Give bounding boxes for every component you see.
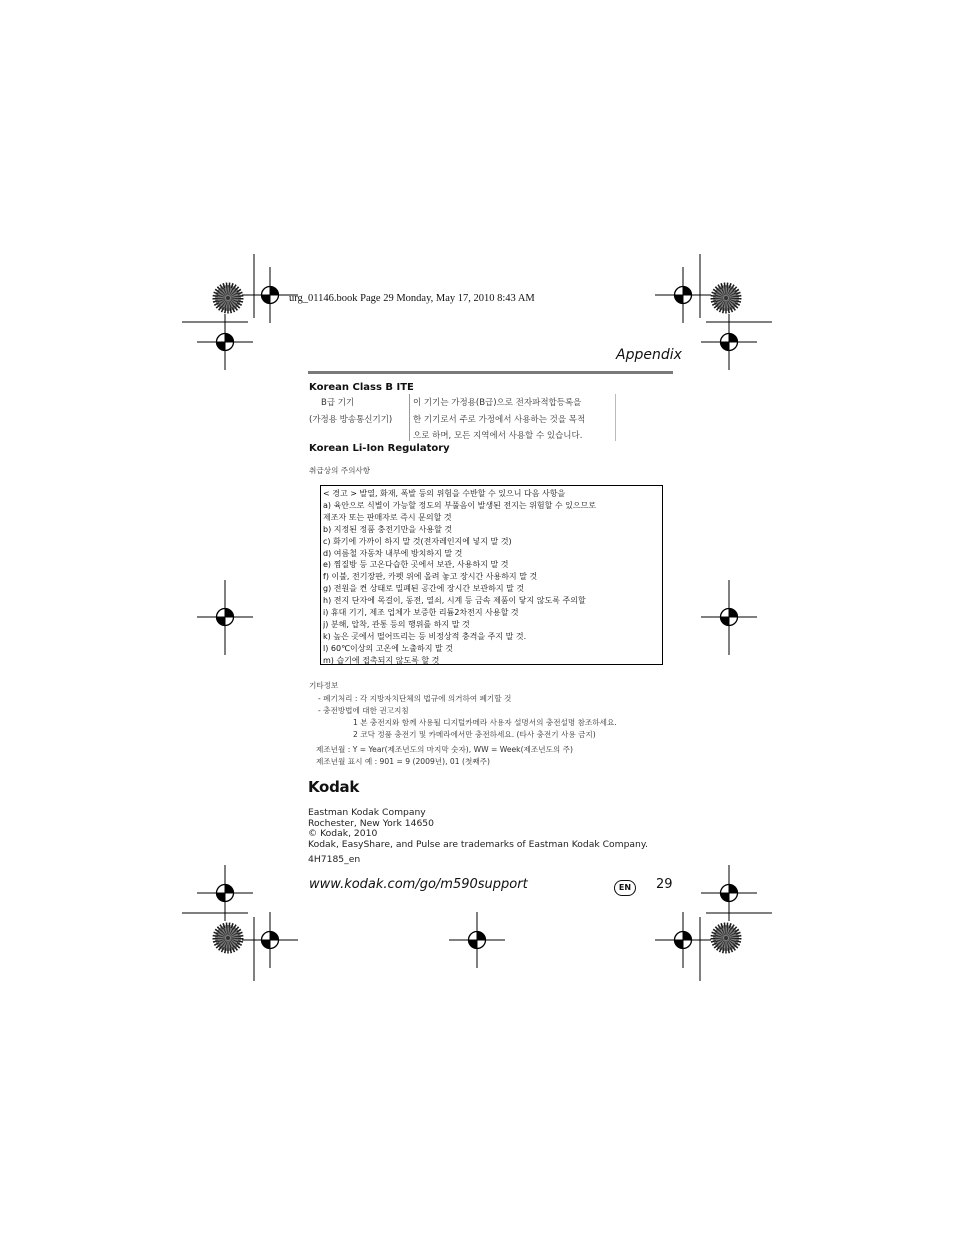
address-line: Kodak, EasyShare, and Pulse are trademarks of Eastman Kodak Company. — [308, 839, 648, 851]
address-line: © Kodak, 2010 — [308, 828, 378, 840]
kodak-logo: Kodak — [308, 778, 360, 796]
address-line: Rochester, New York 14650 — [308, 817, 434, 829]
warning-line: i) 휴대 기기, 제조 업체가 보증한 리튬2차전지 사용할 것 — [323, 608, 519, 618]
handling-caption: 취급상의 주의사항 — [309, 466, 371, 475]
company-address — [308, 808, 648, 851]
table-divider — [409, 394, 410, 441]
warning-line: h) 전지 단자에 목걸이, 동전, 열쇠, 시계 등 금속 제품이 닿지 않도록 주의할 — [323, 596, 586, 606]
language-badge: EN — [614, 880, 636, 896]
star-target-icon — [215, 925, 241, 951]
class-b-left-line: (가정용 방송통신기기) — [309, 415, 393, 425]
other-info-title: 기타정보 — [309, 681, 339, 690]
warning-line: a) 육안으로 식별이 가능할 정도의 부풀음이 발생된 전지는 위험할 수 있으므로 — [323, 500, 597, 510]
star-target-icon — [215, 285, 241, 311]
header-rule — [308, 371, 673, 374]
date-code-example: 제조년월 표시 예 : 901 = 9 (2009년), 01 (첫째주) — [316, 757, 490, 766]
support-url[interactable]: www.kodak.com/go/m590support — [309, 877, 528, 892]
star-target-icon — [713, 285, 739, 311]
star-target-icon — [713, 925, 739, 951]
registration-mark-icon — [655, 912, 711, 968]
warning-line: f) 이불, 전기장판, 카펫 위에 올려 놓고 장시간 사용하지 말 것 — [323, 572, 538, 582]
warning-line: 제조자 또는 판매자로 즉시 문의할 것 — [323, 512, 452, 522]
date-code-legend: 제조년월 : Y = Year(제조년도의 마지막 숫자), WW = Week(제조년도의 주) — [316, 745, 573, 754]
warning-line: k) 높은 곳에서 떨어뜨리는 등 비정상적 충격을 주지 말 것. — [323, 631, 527, 641]
warning-line: d) 여름철 자동차 내부에 방치하지 말 것 — [323, 548, 463, 558]
table-divider — [615, 394, 616, 441]
warning-line: c) 화기에 가까이 하지 말 것(전자레인지에 넣지 말 것) — [323, 536, 512, 546]
warning-line: e) 찜질방 등 고온다습한 곳에서 보관, 사용하지 말 것 — [323, 560, 509, 570]
korean-class-b-title: Korean Class B ITE — [309, 382, 414, 393]
class-b-right-line: 한 기기로서 주로 가정에서 사용하는 것을 목적 — [413, 415, 586, 425]
battery-warning-box — [320, 485, 663, 665]
class-b-right-line: 으로 하며, 모든 지역에서 사용할 수 있습니다. — [413, 431, 583, 441]
class-b-right-line: 이 기기는 가정용(B급)으로 전자파적합등록을 — [413, 398, 582, 408]
other-info-line: - 충전방법에 대한 권고지침 — [318, 706, 409, 715]
class-b-left-line: B급 기기 — [321, 398, 355, 408]
warning-line: < 경고 > 발열, 화재, 폭발 등의 위험을 수반할 수 있으니 다음 사항을 — [323, 489, 566, 498]
address-line: Eastman Kodak Company — [308, 807, 426, 818]
registration-mark-icon — [242, 912, 298, 968]
warning-line: m) 습기에 접촉되지 않도록 할 것 — [323, 655, 440, 665]
korean-class-b-table — [309, 394, 619, 442]
book-header-info: urg_01146.book Page 29 Monday, May 17, 2010 8:43 AM — [289, 293, 535, 304]
warning-line: g) 전원을 켠 상태로 밀폐된 공간에 장시간 보관하지 말 것 — [323, 584, 525, 594]
korean-li-ion-title: Korean Li-Ion Regulatory — [309, 443, 450, 454]
page-number: 29 — [656, 877, 673, 892]
section-title: Appendix — [616, 347, 682, 363]
document-code: 4H7185_en — [308, 854, 361, 865]
charging-guideline: 2 코닥 정품 충전기 및 카메라에서만 충전하세요. (타사 충전기 사용 금지) — [353, 730, 596, 739]
charging-guideline: 1 본 충전지와 함께 사용될 디지털카메라 사용자 설명서의 충전설명 참조하세요. — [353, 718, 617, 727]
warning-line: b) 지정된 정품 충전기만을 사용할 것 — [323, 524, 453, 534]
warning-line: l) 60℃이상의 고온에 노출하지 말 것 — [323, 643, 453, 653]
other-info-line: - 폐기처리 : 각 지방자치단체의 법규에 의거하여 폐기할 것 — [318, 694, 512, 703]
warning-line: j) 분해, 압착, 관통 등의 행위를 하지 말 것 — [323, 619, 470, 629]
registration-mark-icon — [655, 267, 711, 323]
